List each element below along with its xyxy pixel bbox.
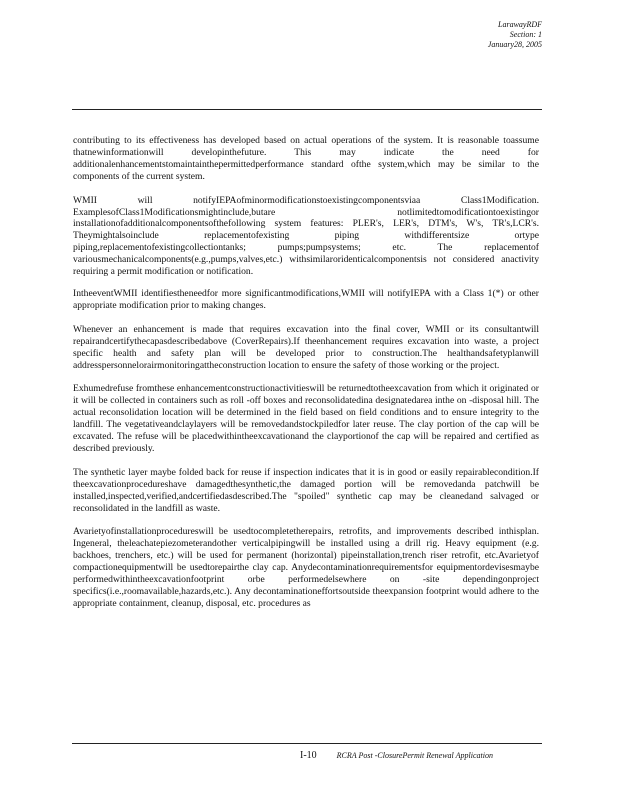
paragraph-4: Whenever an enhancement is made that requires excavation into the final cover, WMII or its consultantwill repairandcertifythecapasdescribedabove (CoverRepairs).If theenhancement requires excavation into waste, a project specific health and safety plan will be developed prior to construction.The healthandsafetyplanwill addresspersonnelorairmonitoringattheconstruction location to ensure the safety of those working or the project. [73, 323, 539, 371]
paragraph-3: IntheeventWMII identifiestheneedfor more significantmodifications,WMII will notifyIEPA with a Class 1(*) or other appropriate modification prior to making changes. [73, 287, 539, 311]
header-title: LarawayRDF [498, 20, 542, 29]
paragraph-5: Exhumedrefuse fromthese enhancementconstructionactivitieswill be returnedtotheexcavation from which it originated or it will be collected in containers such as roll -off boxes and reconsolidatedina designatedarea inthe on -disposal hill. The actual reconsolidation location will be determined in the field based on field conditions and to ensure integrity to the landfill. The vegetativeandclaylayers will be removedandstockpiledfor later reuse. The clay portion of the cap will be excavated. The refuse will be placedwithintheexcavationand the clayportionof the cap will be repaired and certified as described previously. [73, 383, 539, 454]
document-body [73, 135, 539, 622]
header-divider [72, 109, 542, 110]
paragraph-7: Avarietyofinstallationprocedureswill be usedtocompletetherepairs, retrofits, and improvements described inthisplan. Ingeneral, theleachatepiezometerandother verticalpipingwill be installed using a drill rig. Heavy equipment (e.g. backhoes, trenchers, etc.) will be used for permanent (horizontal) pipeinstallation,trench riser retrofit, etc.Avarietyof compactionequipmentwill be usedtorepairthe clay cap. Anydecontaminationrequirementsfor equipmentordevisesmaybe performedwithintheexcavationfootprint orbe performedelsewhere on -site dependingonproject specifics(i.e.,roomavailable,hazards,etc.). Any decontaminationeffortsoutside theexpansion footprint would adhere to the appropriate containment, cleanup, disposal, etc. procedures as [73, 526, 539, 609]
paragraph-2: WMII will notifyIEPAofminormodificationstoexistingcomponentsviaa Class1Modification. ExamplesofClass1Modificationsmightinclude,butare notlimitedtomodificationtoexistingor installationofadditionalcomponentsofthefollowing system features: PLER's, LER's, DTM's, W's, TR's,LCR's. Theymightalsoinclude replacementofexisting piping withdifferentsize ortype piping,replacementofexistingcollectiontanks; pumps;pumpsystems; etc. The replacementof variousmechanicalcomponents(e.g.,pumps,valves,etc.) withsimilaroridenticalcomponentsis not considered anactivity requiring a permit modification or notification. [73, 194, 539, 278]
page-footer [300, 750, 540, 761]
document-title: RCRA Post -ClosurePermit Renewal Application [336, 751, 493, 760]
header-date: January28, 2005 [487, 40, 542, 49]
footer-divider [72, 743, 542, 744]
paragraph-1: contributing to its effectiveness has developed based on actual operations of the system. It is reasonable toassume thatnewinformationwill developinthefuture. This may indicate the need for additionalenhancementstomaintainthepermittedperformance standard ofthe system,which may be similar to the components of the current system. [73, 135, 539, 182]
page-number: I-10 [300, 750, 317, 761]
header-section: Section: 1 [509, 30, 542, 39]
page-header [488, 20, 542, 50]
paragraph-6: The synthetic layer maybe folded back for reuse if inspection indicates that it is in good or easily repairablecondition.If theexcavationprocedureshave damagedthesynthetic,the damaged portion will be removedanda patchwill be installed,inspected,verified,andcertifiedasdescribed.The "spoiled" synthetic cap may be cleanedand salvaged or reconsolidated in the landfill as waste. [73, 466, 539, 514]
